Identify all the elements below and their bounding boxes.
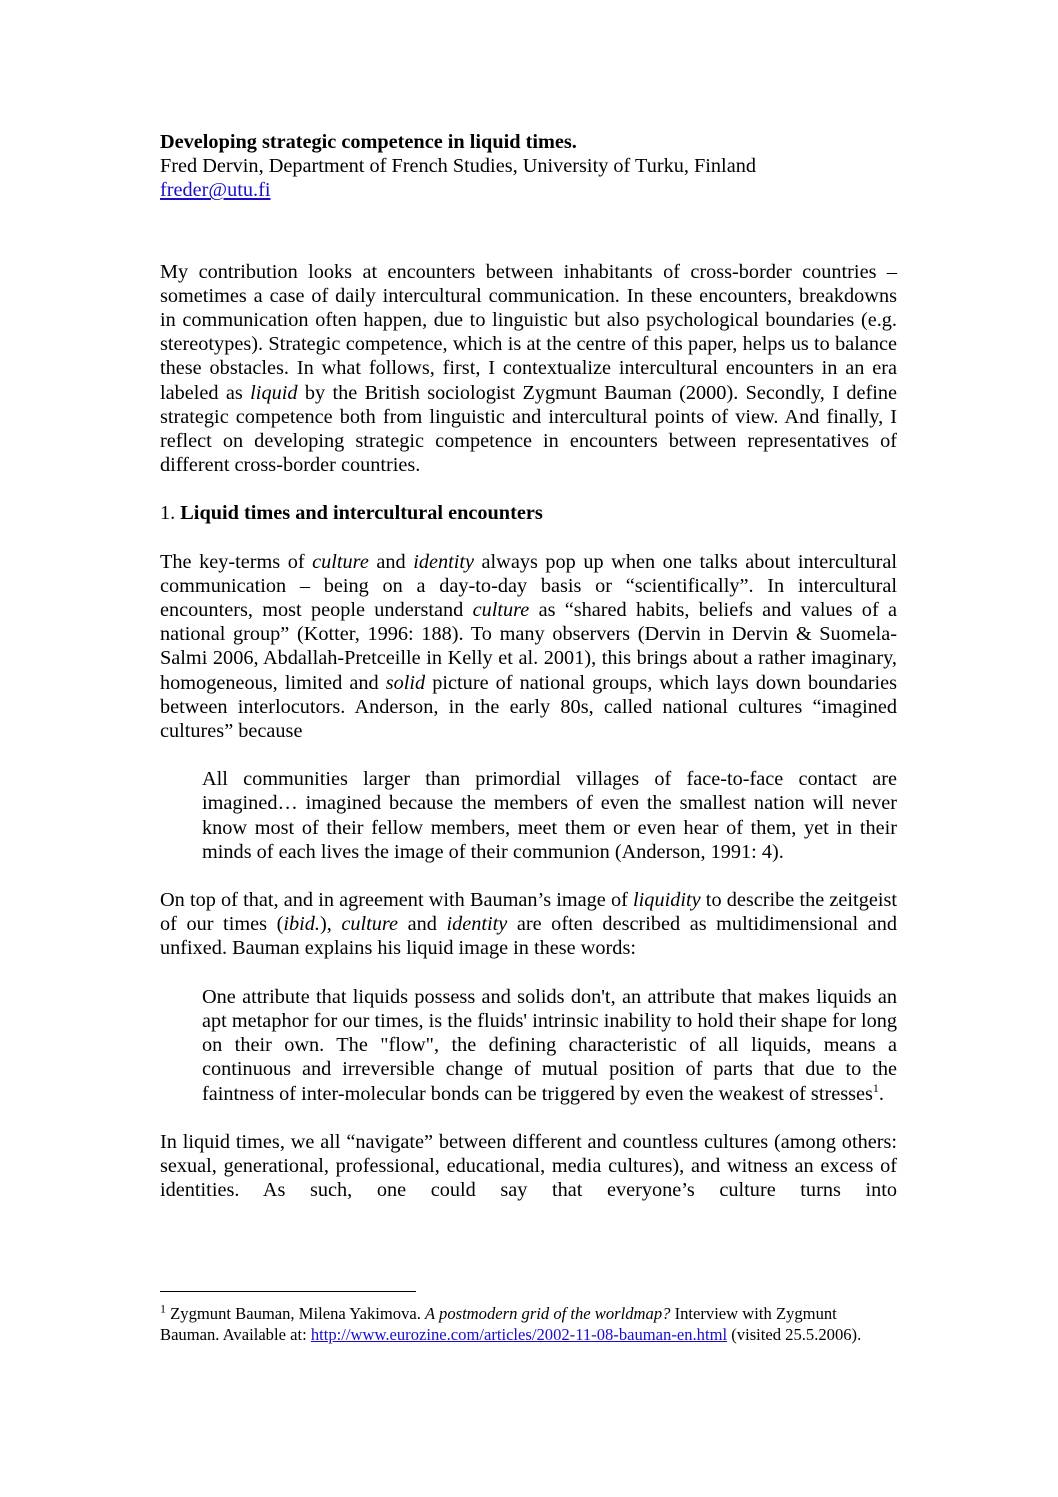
text: to describe the zeitgeist of our times ( — [160, 889, 897, 936]
quote-text: . — [878, 1082, 884, 1105]
text: Zygmunt Bauman, Milena Yakimova. — [166, 1304, 426, 1323]
text: ), — [319, 913, 342, 936]
emphasis: identity — [446, 913, 508, 936]
author-email-link[interactable]: freder@utu.fi — [160, 179, 271, 202]
block-quote-anderson: All communities larger than primordial villages of face-to-face contact are imagined… imagined because the members of even the smallest nation will never know most of their fellow members, meet them or even hear of them, yet in their minds of each lives the image of their communion (Anderson, 1991: 4). — [202, 768, 897, 863]
emphasis: culture — [472, 599, 530, 622]
author-affiliation: Fred Dervin, Department of French Studies, University of Turku, Finland — [160, 155, 756, 178]
emphasis: identity — [413, 550, 475, 573]
footnote-1 — [160, 1301, 897, 1345]
body-paragraph-3: In liquid times, we all “navigate” between different and countless cultures (among others: sexual, generational, professional, educational, media cultures), and witness an excess of identities. As such, one could say that everyone’s culture turns into — [160, 1130, 897, 1202]
block-quote-bauman — [202, 985, 897, 1106]
abstract-text: by the British sociologist Zygmunt Bauman (2000). Secondly, I define strategic competence both from linguistic and intercultural points of view. And finally, I reflect on developing strategic competence in encounters between representatives of different cross-border countries. — [160, 381, 897, 477]
text: The key-terms of — [160, 550, 313, 573]
text: Interview with Zygmunt Bauman. Available at: — [160, 1304, 837, 1344]
section-number: 1. — [160, 502, 181, 525]
quote-text: One attribute that liquids possess and solids don't, an attribute that makes liquids an apt metaphor for our times, is the fluids' intrinsic inability to hold their shape for long on their own. The "flow", the defining characteristic of all liquids, means a continuous and irreversible change of mutual position of parts that due to the faintness of inter-molecular bonds can be triggered by even the weakest of stresses — [202, 985, 897, 1105]
emphasis: ibid. — [283, 913, 320, 936]
section-heading — [160, 501, 897, 525]
abstract-paragraph — [160, 260, 897, 478]
text: and — [368, 550, 414, 573]
paper-title: Developing strategic competence in liquid times. — [160, 131, 577, 153]
emphasis-liquid: liquid — [250, 381, 298, 404]
text: and — [398, 913, 447, 936]
eurozine-url-link[interactable]: http://www.eurozine.com/articles/2002-11-08-bauman-en.html — [310, 1324, 728, 1344]
emphasis: culture — [341, 913, 399, 936]
emphasis: culture — [312, 550, 369, 573]
footnote-separator — [160, 1291, 416, 1292]
text: picture of national groups, which lays down boundaries between interlocutors. Anderson, in the early 80s, called national cultures “imagined cultures” because — [160, 671, 897, 743]
text: On top of that, and in agreement with Bauman’s image of — [160, 889, 634, 912]
document-page — [160, 130, 897, 1202]
footnote-reference[interactable]: 1 — [872, 1080, 879, 1095]
text: (visited 25.5.2006). — [727, 1324, 862, 1344]
text: as “shared habits, beliefs and values of a national group” (Kotter, 1996: 188). To many observers (Dervin in Dervin & Suomela-Salmi 2006, Abdallah-Pretceille in Kelly et al. 2001), this brings about a rather imaginary, homogeneous, limited and — [160, 599, 897, 694]
body-paragraph-1 — [160, 550, 897, 744]
abstract-text: My contribution looks at encounters between inhabitants of cross-border countries – sometimes a case of daily intercultural communication. In these encounters, breakdowns in communication often happen, due to linguistic but also psychological boundaries (e.g. stereotypes). Strategic competence, which is at the centre of this paper, helps us to balance these obstacles. In what follows, first, I contextualize intercultural encounters in an era labeled as — [160, 260, 897, 404]
emphasis: A postmodern grid of the worldmap? — [425, 1304, 671, 1323]
body-paragraph-2 — [160, 888, 897, 961]
text: always pop up when one talks about intercultural communication – being on a day-to-day basis or “scientifically”. In intercultural encounters, most people understand — [160, 550, 897, 622]
footnote-marker: 1 — [160, 1301, 166, 1316]
emphasis: liquidity — [633, 889, 701, 912]
text: are often described as multidimensional and unfixed. Bauman explains his liquid image in these words: — [160, 913, 897, 960]
emphasis: solid — [385, 671, 426, 694]
section-title: Liquid times and intercultural encounters — [180, 502, 543, 525]
